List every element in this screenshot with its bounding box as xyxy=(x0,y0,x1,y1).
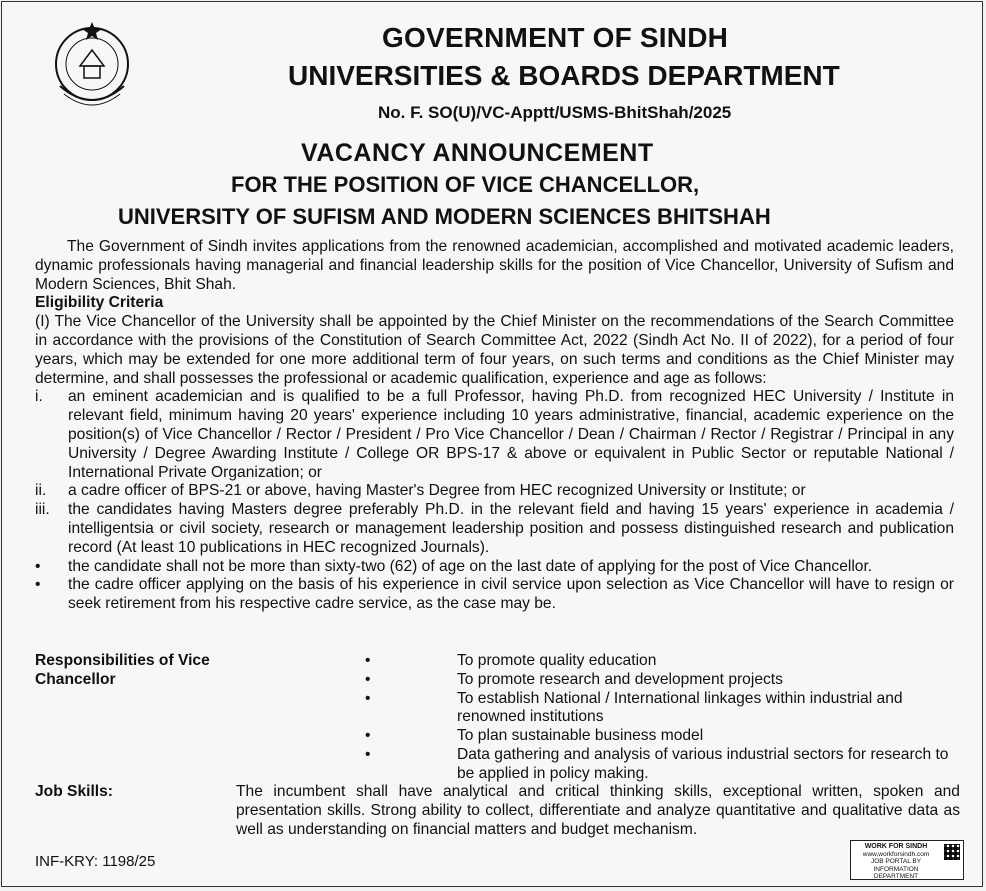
work-for-sindh-badge xyxy=(850,840,964,880)
list-item xyxy=(365,690,965,728)
list-item xyxy=(365,746,965,784)
title-vacancy: VACANCY ANNOUNCEMENT xyxy=(301,139,654,167)
list-text: the cadre officer applying on the basis of his experience in civil service upon selection as Vice Chancellor will have to resign or seek retirement from his respective cadre service, as the case may be. xyxy=(68,576,954,613)
header-department: UNIVERSITIES & BOARDS DEPARTMENT xyxy=(288,60,840,91)
list-marker: • xyxy=(35,557,41,575)
sindh-government-seal-icon xyxy=(50,16,134,116)
list-text: Data gathering and analysis of various industrial sectors for research to be applied in policy making. xyxy=(457,745,949,782)
list-text: To plan sustainable business model xyxy=(457,727,704,745)
list-item xyxy=(35,482,954,501)
bullet-icon: • xyxy=(365,652,371,669)
title-position: FOR THE POSITION OF VICE CHANCELLOR, xyxy=(231,172,700,197)
responsibilities-list xyxy=(365,652,965,784)
advertisement-body xyxy=(35,238,954,614)
list-marker: i. xyxy=(35,388,43,406)
list-text: the candidate shall not be more than sixty-two (62) of age on the last date of applying for the post of Vice Chancellor. xyxy=(68,557,873,575)
list-item xyxy=(35,388,954,482)
badge-line4: INFORMATION DEPARTMENT xyxy=(873,865,919,880)
badge-url: www.workforsindh.com xyxy=(862,850,930,858)
list-text: To promote research and development projects xyxy=(457,670,783,688)
list-marker: iii. xyxy=(35,501,50,519)
list-item xyxy=(365,671,965,690)
eligibility-heading: Eligibility Criteria xyxy=(35,294,164,312)
bullet-icon: • xyxy=(365,727,371,745)
footer-reference: INF-KRY: 1198/25 xyxy=(35,853,156,870)
responsibilities-label xyxy=(35,652,275,690)
title-university: UNIVERSITY OF SUFISM AND MODERN SCIENCES BHITSHAH xyxy=(118,204,771,229)
bullet-icon: • xyxy=(365,745,371,763)
list-text: the candidates having Masters degree preferably Ph.D. in the relevant field and having 15 years' experience in academia / intelligentsia or civil society, research or management leadership position and possess distinguished research and publication record (At least 10 publications in HEC recognized Journals). xyxy=(68,501,954,556)
responsibilities-label-line1: Responsibilities of Vice xyxy=(35,652,210,669)
eligibility-paragraph: (I) The Vice Chancellor of the University shall be appointed by the Chief Minister on the recommendations of the Search Committee in accordance with the provisions of the Constitution of Search Committee Act, 2022 (Sindh Act No. II of 2022), for a period of four years, which may be extended for one more additional term of four years, on such terms and conditions as the Chief Minister may determine, and shall possesses the professional or academic qualification, experience and age as follows: xyxy=(35,313,954,387)
list-text: an eminent academician and is qualified to be a full Professor, having Ph.D. from recognized HEC University / Institute in relevant field, minimum having 20 years' experience including 10 years administrative, financial, academic experience on the position(s) of Vice Chancellor / Rector / President / Pro Vice Chancellor / Dean / Chairman / Rector / Registrar / Principal in any University / Degree Awarding Institute / College OR BPS-17 & above or equivalent in Public Sector or reputable National / International Private Organization; or xyxy=(68,388,954,481)
list-text: To establish National / International linkages within industrial and renowned institutions xyxy=(457,689,903,726)
responsibilities-label-line2: Chancellor xyxy=(35,670,116,688)
list-item xyxy=(35,576,954,614)
qr-code-icon xyxy=(944,844,960,860)
header-reference-number: No. F. SO(U)/VC-Apptt/USMS-BhitShah/2025 xyxy=(378,103,732,122)
badge-line3: JOB PORTAL BY xyxy=(870,858,922,865)
list-text: To promote quality education xyxy=(457,652,657,669)
job-skills-label: Job Skills: xyxy=(35,783,113,800)
header-government: GOVERNMENT OF SINDH xyxy=(382,22,729,53)
list-item xyxy=(365,652,965,671)
intro-paragraph: The Government of Sindh invites applications from the renowned academician, accomplished and motivated academic leaders, dynamic professionals having managerial and financial leadership skills for the position of Vice Chancellor, University of Sufism and Modern Sciences, Bhit Shah. xyxy=(35,238,954,293)
list-text: a cadre officer of BPS-21 or above, having Master's Degree from HEC recognized University or Institute; or xyxy=(68,482,806,500)
advertisement-page xyxy=(1,1,983,887)
list-marker: ii. xyxy=(35,482,47,500)
job-skills-text: The incumbent shall have analytical and critical thinking skills, exceptional written, spoken and presentation skills. Strong ability to collect, differentiate and analyze quantitative and qualitative data as well as understanding on financial matters and budget mechanism. xyxy=(236,783,960,838)
list-item xyxy=(35,558,954,577)
list-marker: • xyxy=(35,576,41,594)
bullet-icon: • xyxy=(365,670,371,688)
bullet-icon: • xyxy=(365,689,371,707)
badge-title: WORK FOR SINDH xyxy=(864,843,928,850)
list-item xyxy=(35,501,954,557)
list-item xyxy=(365,727,965,746)
